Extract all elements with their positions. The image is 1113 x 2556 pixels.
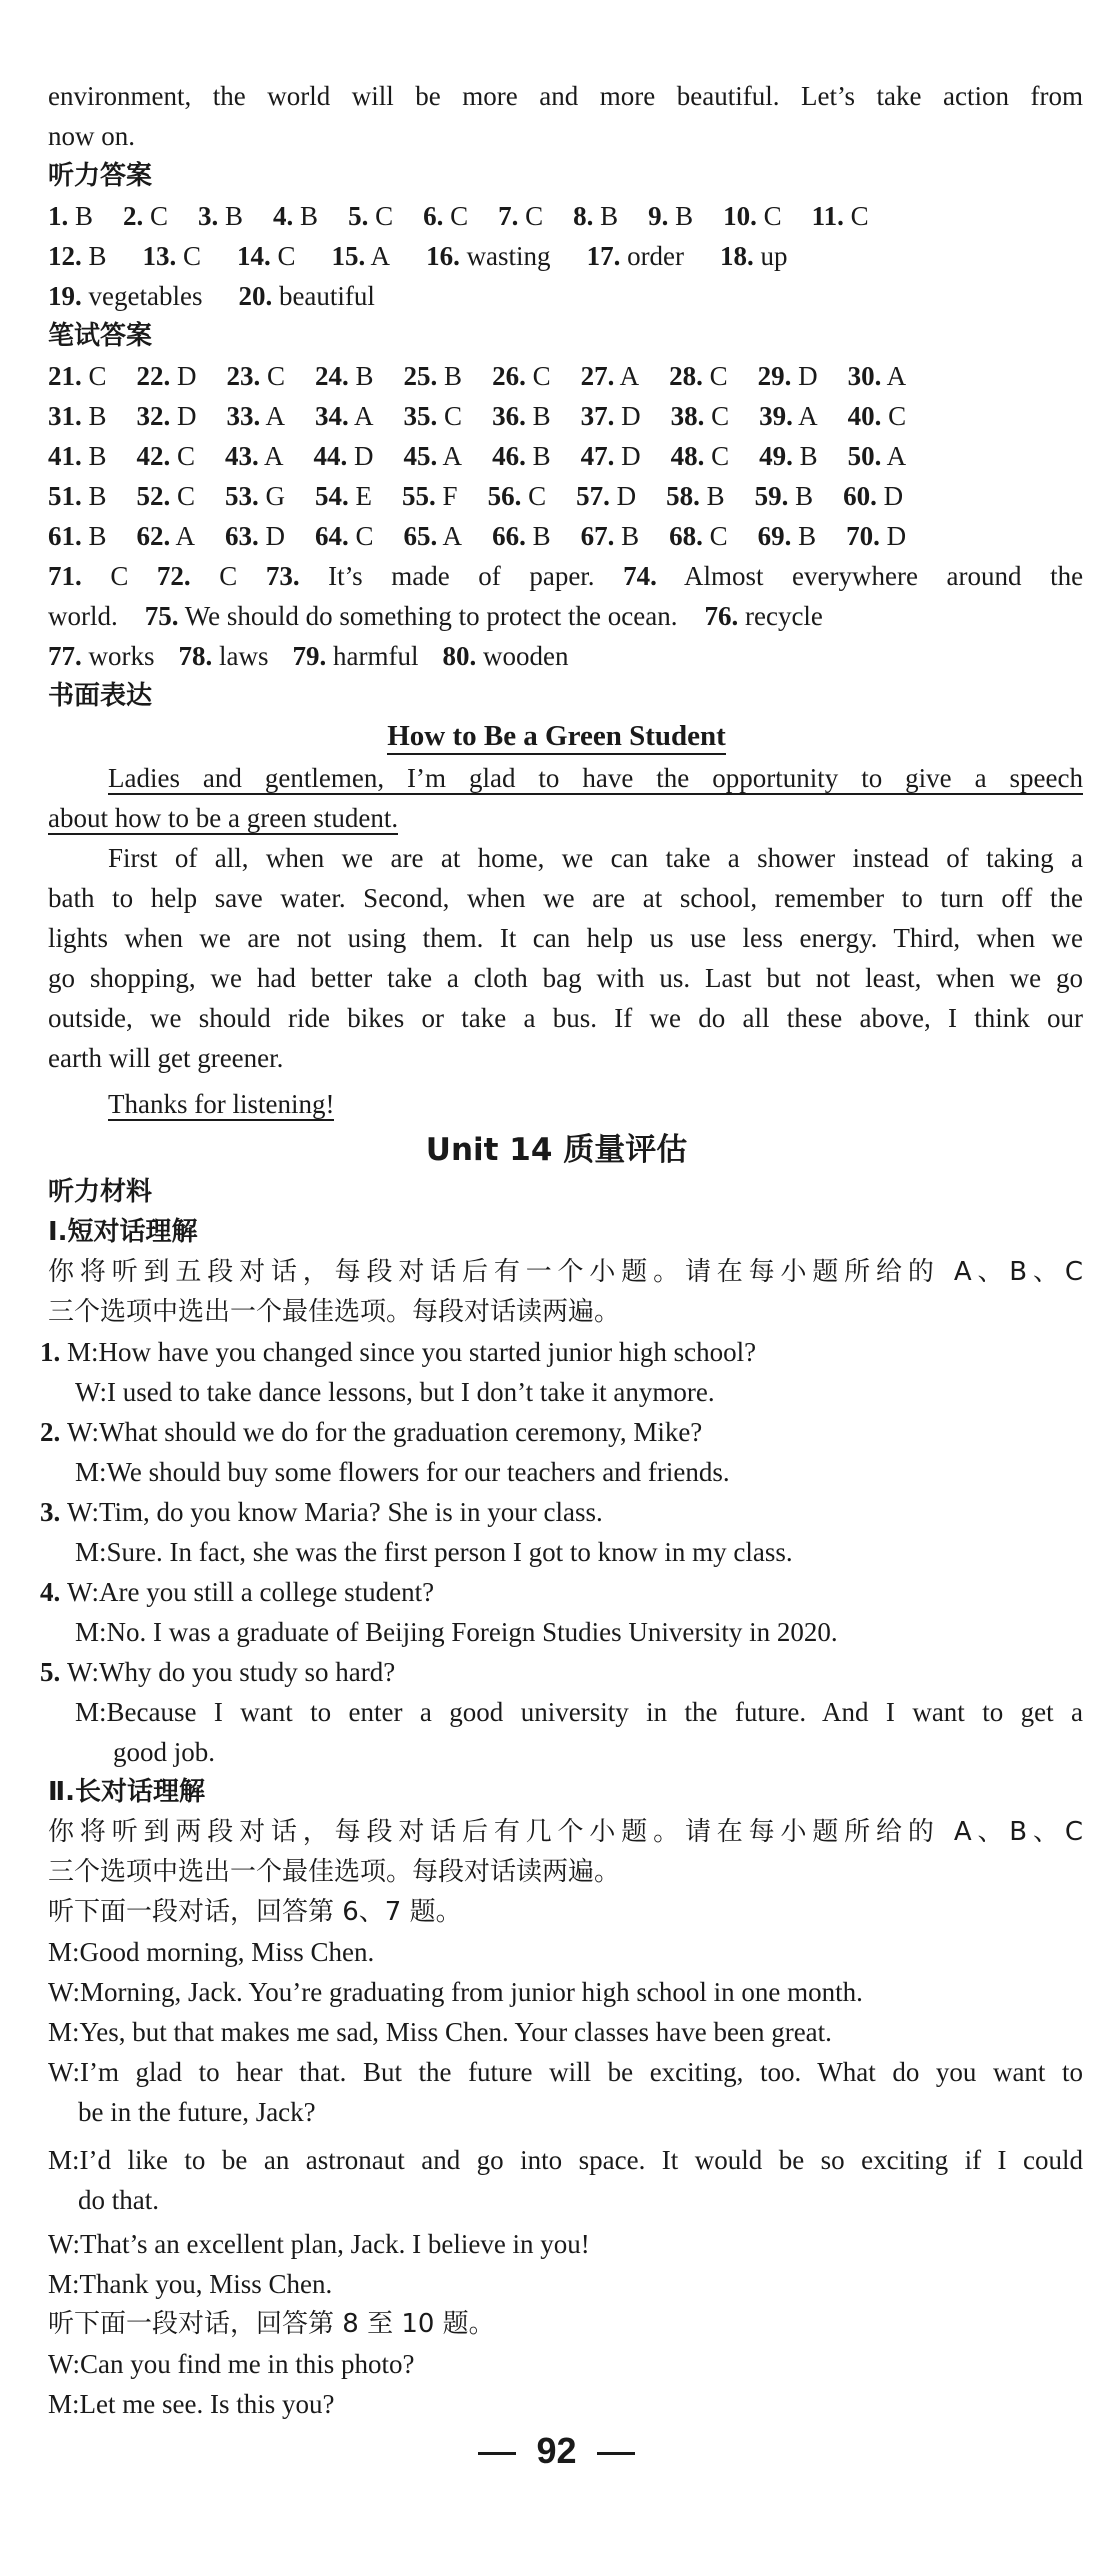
written-answers-row-1 <box>48 356 1083 396</box>
dialog1-line: M:Yes, but that makes me sad, Miss Chen. Your classes have been great. <box>48 2017 832 2047</box>
answer-item: 20. beautiful <box>238 281 375 311</box>
answer-item: 77. works <box>48 641 155 671</box>
answer-item: 68. C <box>669 521 728 551</box>
answer-item: 1. B <box>48 201 94 231</box>
answer-item: 33. A <box>226 401 286 431</box>
answer-item: 17. order <box>586 241 685 271</box>
dialog2-intro: 听下面一段对话，回答第 8 至 10 题。 <box>48 2309 495 2339</box>
answer-item: 80. wooden <box>442 641 569 671</box>
answer-item: 70. D <box>846 521 907 551</box>
answer-item: 32. D <box>136 401 197 431</box>
answer-76: 76. recycle <box>704 601 823 631</box>
answer-item: 66. B <box>492 521 551 551</box>
dialog-line: good job. <box>113 1737 216 1767</box>
answer-item: 58. B <box>666 481 725 511</box>
part1-heading: Ⅰ.短对话理解 <box>48 1217 198 1247</box>
dialog-line: M:We should buy some flowers for our teachers and friends. <box>75 1457 730 1487</box>
answer-item: 19. vegetables <box>48 281 203 311</box>
dash-right <box>597 2452 635 2455</box>
answer-item: 9. B <box>648 201 694 231</box>
dialog2-line: W:Can you find me in this photo? <box>48 2349 415 2379</box>
dialog-line: 2. W:What should we do for the graduation ceremony, Mike? <box>40 1417 703 1447</box>
part2-instruction-1: 你将听到两段对话，每段对话后有几个小题。请在每小题所给的 A、B、C <box>48 1817 1083 1847</box>
answer-item: 24. B <box>315 361 374 391</box>
written-answers-row-4 <box>48 476 1083 516</box>
answer-74: 74. Almost everywhere around the <box>623 561 1084 591</box>
answer-item: 56. C <box>487 481 547 511</box>
answer-item: 29. D <box>757 361 818 391</box>
answer-item: 49. B <box>759 441 818 471</box>
written-answers-row-77 <box>48 636 1083 676</box>
answer-item: 18. up <box>720 241 788 271</box>
listening-answers-row-1 <box>48 196 1083 236</box>
answer-item: 45. A <box>403 441 463 471</box>
dialog1-line: W:That’s an excellent plan, Jack. I believe in you! <box>48 2229 590 2259</box>
written-answers-row-5 <box>48 516 1083 556</box>
answer-item: 54. E <box>315 481 373 511</box>
answer-item: 53. G <box>225 481 286 511</box>
essay-closing: Thanks for listening! <box>108 1089 335 1119</box>
answer-item: 36. B <box>492 401 551 431</box>
answer-71: 71. C <box>48 561 129 591</box>
dialog-line: M:Because I want to enter a good university in the future. And I want to get a <box>75 1697 1083 1727</box>
answer-item: 21. C <box>48 361 107 391</box>
answer-item: 59. B <box>754 481 814 511</box>
intro-line-1: environment, the world will be more and more beautiful. Let’s take action from <box>48 81 1083 111</box>
answer-item: 22. D <box>136 361 197 391</box>
answer-72: 72. C <box>156 561 238 591</box>
dialog-line: 3. W:Tim, do you know Maria? She is in your class. <box>40 1497 603 1527</box>
essay-p2-line-6: earth will get greener. <box>48 1043 284 1073</box>
answer-item: 60. D <box>843 481 904 511</box>
essay-p2-line-2: bath to help save water. Second, when we are at school, remember to turn off the <box>48 883 1083 913</box>
answer-item: 26. C <box>492 361 551 391</box>
answer-item: 11. C <box>811 201 869 231</box>
essay-p2-line-1: First of all, when we are at home, we can take a shower instead of taking a <box>108 843 1083 873</box>
essay-p2-line-3: lights when we are not using them. It can help us use less energy. Third, when we <box>48 923 1083 953</box>
answer-item: 78. laws <box>178 641 269 671</box>
answer-item: 27. A <box>580 361 640 391</box>
writing-heading: 书面表达 <box>48 681 153 711</box>
dialog2-line: M:Let me see. Is this you? <box>48 2389 335 2419</box>
answer-item: 13. C <box>142 241 202 271</box>
answer-74-cont: world. <box>48 601 118 631</box>
answer-item: 42. C <box>136 441 196 471</box>
materials-heading: 听力材料 <box>48 1177 153 1207</box>
written-answers-heading: 笔试答案 <box>48 321 153 351</box>
dialog1-line: be in the future, Jack? <box>78 2097 316 2127</box>
answer-item: 16. wasting <box>426 241 551 271</box>
listening-answers-row-3 <box>48 276 1083 316</box>
answer-item: 39. A <box>759 401 818 431</box>
unit-title: Unit 14 质量评估 <box>425 1132 688 1168</box>
answer-item: 61. B <box>48 521 107 551</box>
dialog-line: M:Sure. In fact, she was the first person I got to know in my class. <box>75 1537 793 1567</box>
dialog-line: 1. M:How have you changed since you started junior high school? <box>40 1337 757 1367</box>
answer-item: 12. B <box>48 241 107 271</box>
dialog1-line: do that. <box>78 2185 159 2215</box>
answer-item: 46. B <box>492 441 551 471</box>
essay-p1-line-1: Ladies and gentlemen, I’m glad to have the opportunity to give a speech <box>108 763 1083 793</box>
answer-item: 41. B <box>48 441 107 471</box>
dialog1-intro: 听下面一段对话，回答第 6、7 题。 <box>48 1897 462 1927</box>
answer-item: 15. A <box>331 241 391 271</box>
answer-item: 28. C <box>669 361 728 391</box>
written-answers-row-71 <box>48 556 1083 596</box>
answer-item: 65. A <box>403 521 463 551</box>
answer-item: 57. D <box>576 481 637 511</box>
answer-item: 10. C <box>723 201 782 231</box>
answer-item: 52. C <box>136 481 196 511</box>
dialog1-line: M:I’d like to be an astronaut and go into space. It would be so exciting if I could <box>48 2145 1083 2175</box>
answer-item: 6. C <box>423 201 469 231</box>
answer-item: 79. harmful <box>292 641 419 671</box>
answer-item: 34. A <box>315 401 374 431</box>
written-answers-row-3 <box>48 436 1083 476</box>
answer-item: 43. A <box>225 441 284 471</box>
answer-item: 2. C <box>123 201 169 231</box>
answer-item: 69. B <box>757 521 817 551</box>
answer-item: 30. A <box>847 361 907 391</box>
answer-75: 75. We should do something to protect the ocean. <box>144 601 678 631</box>
answer-item: 51. B <box>48 481 107 511</box>
dialog-line: 4. W:Are you still a college student? <box>40 1577 435 1607</box>
answer-item: 55. F <box>402 481 458 511</box>
listening-answers-row-2 <box>48 236 1083 276</box>
answer-item: 25. B <box>403 361 463 391</box>
answer-item: 31. B <box>48 401 107 431</box>
page-number: 92 <box>0 2430 1113 2472</box>
essay-p2-line-4: go shopping, we had better take a cloth bag with us. Last but not least, when we go <box>48 963 1083 993</box>
listening-answers-heading: 听力答案 <box>48 161 153 191</box>
answer-item: 35. C <box>403 401 463 431</box>
essay-title: How to Be a Green Student <box>0 716 1113 756</box>
answer-item: 8. B <box>573 201 619 231</box>
answer-item: 14. C <box>237 241 296 271</box>
dialog1-line: M:Good morning, Miss Chen. <box>48 1937 375 1967</box>
answer-73: 73. It’s made of paper. <box>265 561 595 591</box>
dialog1-line: W:Morning, Jack. You’re graduating from junior high school in one month. <box>48 1977 863 2007</box>
essay-p1-line-2: about how to be a green student. <box>48 803 399 833</box>
answer-item: 5. C <box>348 201 394 231</box>
answer-item: 64. C <box>315 521 374 551</box>
dialog1-line: M:Thank you, Miss Chen. <box>48 2269 333 2299</box>
part2-instruction-2: 三个选项中选出一个最佳选项。每段对话读两遍。 <box>48 1857 621 1887</box>
part2-heading: Ⅱ.长对话理解 <box>48 1777 206 1807</box>
answer-item: 38. C <box>670 401 730 431</box>
answer-item: 48. C <box>670 441 730 471</box>
dialog1-line: W:I’m glad to hear that. But the future will be exciting, too. What do you want to <box>48 2057 1083 2087</box>
intro-line-2: now on. <box>48 121 135 151</box>
dash-left <box>478 2452 516 2455</box>
answer-item: 50. A <box>847 441 907 471</box>
answer-item: 3. B <box>198 201 244 231</box>
dialog-line: 5. W:Why do you study so hard? <box>40 1657 396 1687</box>
dialog-line: W:I used to take dance lessons, but I don’t take it anymore. <box>75 1377 715 1407</box>
answer-item: 37. D <box>580 401 641 431</box>
answer-item: 23. C <box>226 361 286 391</box>
written-answers-row-2 <box>48 396 1083 436</box>
part1-instruction-1: 你将听到五段对话，每段对话后有一个小题。请在每小题所给的 A、B、C <box>48 1257 1083 1287</box>
answer-item: 4. B <box>273 201 319 231</box>
dialog-line: M:No. I was a graduate of Beijing Foreign Studies University in 2020. <box>75 1617 838 1647</box>
answer-item: 40. C <box>847 401 907 431</box>
written-answers-row-75 <box>48 596 1083 636</box>
answer-item: 47. D <box>580 441 641 471</box>
essay-p2-line-5: outside, we should ride bikes or take a bus. If we do all these above, I think our <box>48 1003 1083 1033</box>
part1-instruction-2: 三个选项中选出一个最佳选项。每段对话读两遍。 <box>48 1297 621 1327</box>
answer-item: 62. A <box>136 521 196 551</box>
answer-item: 7. C <box>498 201 544 231</box>
answer-item: 67. B <box>580 521 640 551</box>
answer-item: 44. D <box>313 441 374 471</box>
answer-item: 63. D <box>225 521 286 551</box>
